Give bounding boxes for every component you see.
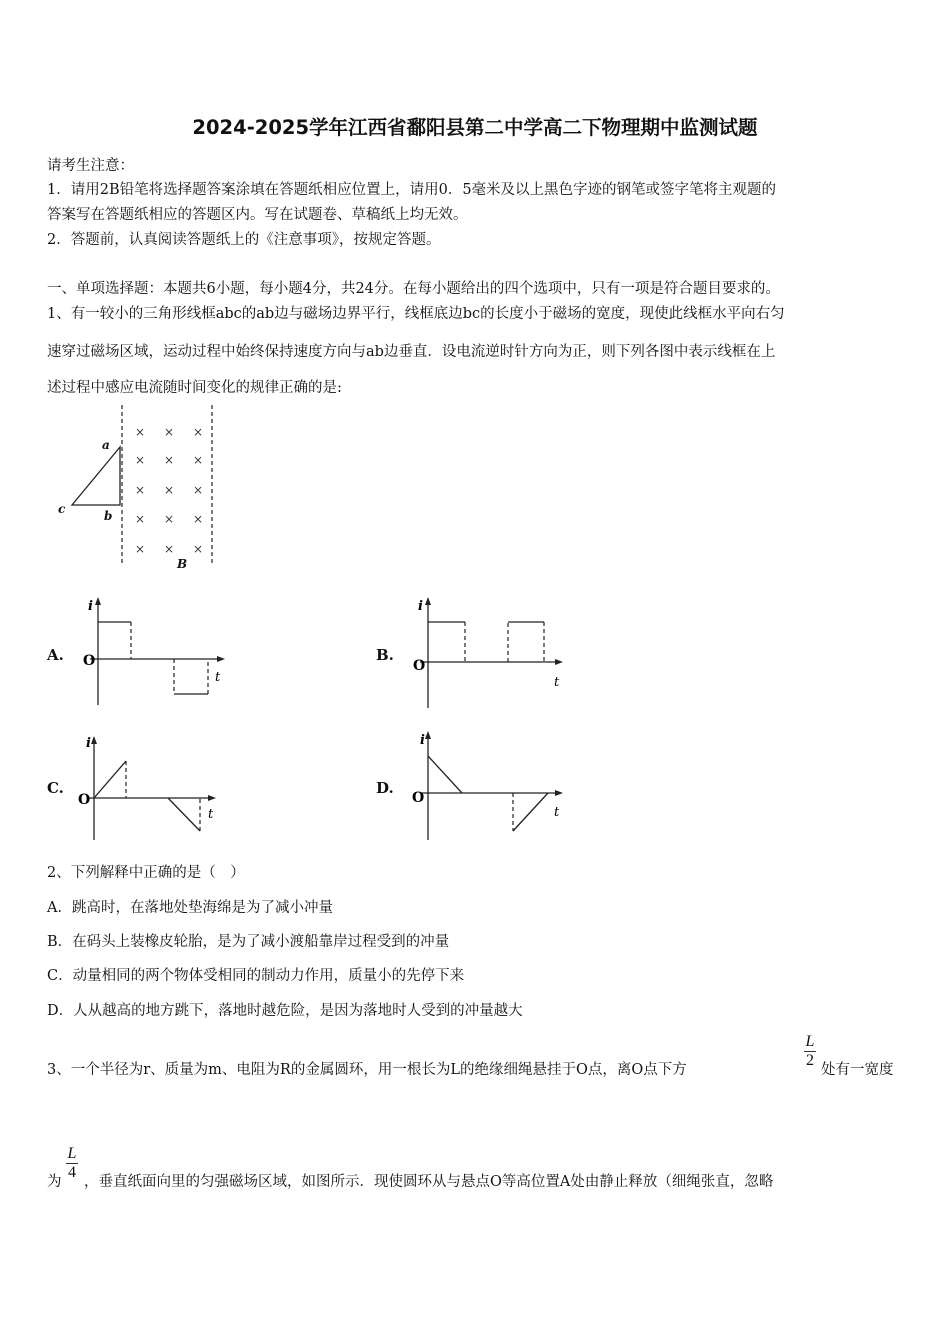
q1-option-D[interactable]: D. <box>376 779 394 797</box>
axis-t-label: t <box>554 805 560 820</box>
axis-t-label: t <box>208 807 214 822</box>
q1-option-C[interactable]: C. <box>47 779 64 797</box>
q3-fraction-L-over-4 <box>63 1145 81 1182</box>
q1-line-1: 1、有一较小的三角形线框abc的ab边与磁场边界平行，线框底边bc的长度小于磁场的宽度，现使此线框水平向右匀 <box>47 306 785 322</box>
axis-t-label: t <box>554 675 560 690</box>
origin-label: O <box>412 790 425 806</box>
axis-t-label: t <box>215 670 221 685</box>
field-cross: × <box>192 425 204 439</box>
origin-label: O <box>83 653 96 669</box>
q2-option-A[interactable]: A．跳高时，在落地处垫海绵是为了减小冲量 <box>47 900 333 916</box>
notice-line-2: 答案写在答题纸相应的答题区内。写在试题卷、草稿纸上均无效。 <box>47 207 468 223</box>
field-cross: × <box>134 453 146 467</box>
graph-B[interactable] <box>408 593 568 711</box>
graph-D[interactable] <box>408 727 568 842</box>
q3-line-2b: ，垂直纸面向里的匀强磁场区域，如图所示．现使圆环从与悬点O等高位置A处由静止释放（细绳张直，忽略 <box>84 1174 774 1190</box>
field-cross: × <box>163 512 175 526</box>
field-B-label: B <box>177 557 188 571</box>
field-cross: × <box>163 542 175 556</box>
axis-i-label: i <box>88 599 93 614</box>
q1-option-B[interactable]: B. <box>376 646 394 664</box>
field-cross: × <box>192 483 204 497</box>
graph-C[interactable] <box>78 730 238 842</box>
vertex-b-label: b <box>104 509 113 523</box>
field-cross: × <box>192 542 204 556</box>
vertex-c-label: c <box>58 502 66 516</box>
origin-label: O <box>78 792 91 808</box>
q1-field-figure <box>50 405 230 575</box>
q2-stem: 2、下列解释中正确的是（ ） <box>47 865 245 881</box>
field-cross: × <box>192 512 204 526</box>
field-cross: × <box>192 453 204 467</box>
fraction-denominator: 2 <box>806 1052 814 1069</box>
field-cross: × <box>163 453 175 467</box>
fraction-numerator: L <box>805 1033 815 1050</box>
field-cross: × <box>134 483 146 497</box>
q2-option-D[interactable]: D．人从越高的地方跳下，落地时越危险，是因为落地时人受到的冲量越大 <box>47 1003 523 1019</box>
q3-fraction-L-over-2 <box>801 1033 819 1070</box>
vertex-a-label: a <box>102 438 110 452</box>
axis-i-label: i <box>86 736 91 751</box>
field-cross: × <box>163 483 175 497</box>
q1-line-2: 速穿过磁场区域，运动过程中始终保持速度方向与ab边垂直．设电流逆时针方向为正，则下列各图中表示线框在上 <box>47 344 776 360</box>
q2-option-B[interactable]: B．在码头上装橡皮轮胎，是为了减小渡船靠岸过程受到的冲量 <box>47 934 450 950</box>
axis-i-label: i <box>420 733 425 748</box>
graph-A[interactable] <box>78 593 238 708</box>
field-cross: × <box>134 512 146 526</box>
notice-line-1: 1．请用2B铅笔将选择题答案涂填在答题纸相应位置上，请用0．5毫米及以上黑色字迹的钢笔或签字笔将主观题的 <box>47 182 777 198</box>
q3-line-1a: 3、一个半径为r、质量为m、电阻为R的金属圆环，用一根长为L的绝缘细绳悬挂于O点，离O点下方 <box>47 1062 687 1078</box>
fraction-denominator: 4 <box>68 1164 76 1181</box>
notice-line-3: 2．答题前，认真阅读答题纸上的《注意事项》，按规定答题。 <box>47 232 441 248</box>
q3-line-1b: 处有一宽度 <box>821 1062 894 1078</box>
q2-option-C[interactable]: C．动量相同的两个物体受相同的制动力作用，质量小的先停下来 <box>47 968 465 984</box>
field-cross: × <box>134 425 146 439</box>
q1-line-3: 述过程中感应电流随时间变化的规律正确的是: <box>47 380 342 396</box>
page-title: 2024-2025学年江西省鄱阳县第二中学高二下物理期中监测试题 <box>192 116 758 139</box>
fraction-numerator: L <box>67 1145 77 1162</box>
section-heading: 一、单项选择题：本题共6小题，每小题4分，共24分。在每小题给出的四个选项中，只有一项是符合题目要求的。 <box>47 281 780 297</box>
field-cross: × <box>163 425 175 439</box>
field-cross: × <box>134 542 146 556</box>
q1-option-A[interactable]: A. <box>47 646 64 664</box>
axis-i-label: i <box>418 599 423 614</box>
notice-heading: 请考生注意： <box>47 158 134 174</box>
q3-line-2a: 为 <box>47 1174 62 1190</box>
origin-label: O <box>413 658 426 674</box>
